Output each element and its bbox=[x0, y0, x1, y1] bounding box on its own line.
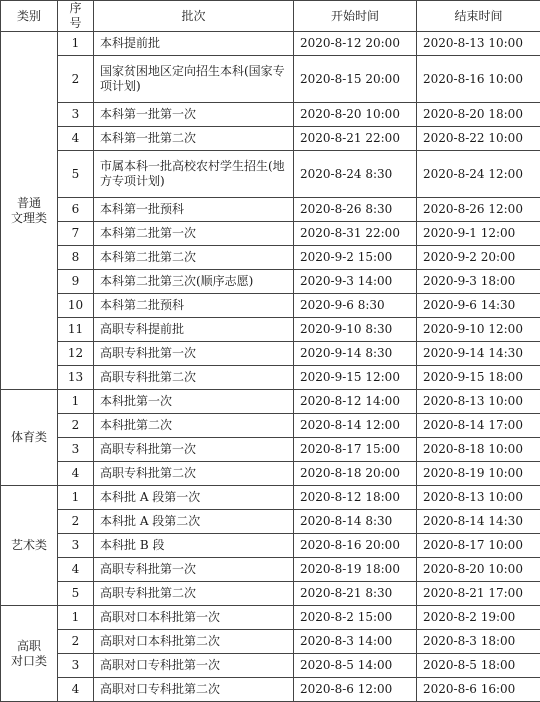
end-time-cell: 2020-8-2 19:00 bbox=[417, 606, 540, 630]
table-row bbox=[1, 558, 540, 582]
start-time-cell: 2020-8-6 12:00 bbox=[294, 678, 417, 702]
end-time-cell: 2020-8-3 18:00 bbox=[417, 630, 540, 654]
batch-cell: 高职专科批第二次 bbox=[94, 462, 294, 486]
end-time-cell: 2020-9-14 14:30 bbox=[417, 342, 540, 366]
seq-cell: 4 bbox=[58, 127, 94, 151]
category-cell bbox=[1, 390, 58, 486]
seq-cell: 1 bbox=[58, 486, 94, 510]
start-time-cell: 2020-9-6 8:30 bbox=[294, 294, 417, 318]
table-body bbox=[1, 32, 540, 702]
end-time-cell: 2020-9-15 18:00 bbox=[417, 366, 540, 390]
header-start-time: 开始时间 bbox=[294, 1, 417, 32]
table-row bbox=[1, 582, 540, 606]
table-row bbox=[1, 654, 540, 678]
end-time-cell: 2020-8-20 10:00 bbox=[417, 558, 540, 582]
table-row bbox=[1, 318, 540, 342]
end-time-cell: 2020-9-3 18:00 bbox=[417, 270, 540, 294]
seq-cell: 3 bbox=[58, 438, 94, 462]
batch-cell: 高职专科批第一次 bbox=[94, 558, 294, 582]
batch-cell: 市属本科一批高校农村学生招生(地方专项计划) bbox=[94, 151, 294, 198]
seq-cell: 4 bbox=[58, 462, 94, 486]
table-row bbox=[1, 294, 540, 318]
end-time-cell: 2020-8-26 12:00 bbox=[417, 198, 540, 222]
table-row bbox=[1, 103, 540, 127]
batch-cell: 本科第二批预科 bbox=[94, 294, 294, 318]
table-row bbox=[1, 438, 540, 462]
start-time-cell: 2020-8-31 22:00 bbox=[294, 222, 417, 246]
end-time-cell: 2020-8-5 18:00 bbox=[417, 654, 540, 678]
start-time-cell: 2020-9-10 8:30 bbox=[294, 318, 417, 342]
batch-cell: 高职对口专科批第二次 bbox=[94, 678, 294, 702]
end-time-cell: 2020-8-14 14:30 bbox=[417, 510, 540, 534]
batch-cell: 高职对口本科批第一次 bbox=[94, 606, 294, 630]
start-time-cell: 2020-8-12 18:00 bbox=[294, 486, 417, 510]
start-time-cell: 2020-8-24 8:30 bbox=[294, 151, 417, 198]
batch-cell: 本科第二批第三次(顺序志愿) bbox=[94, 270, 294, 294]
seq-cell: 10 bbox=[58, 294, 94, 318]
start-time-cell: 2020-8-21 8:30 bbox=[294, 582, 417, 606]
start-time-cell: 2020-9-2 15:00 bbox=[294, 246, 417, 270]
end-time-cell: 2020-8-24 12:00 bbox=[417, 151, 540, 198]
seq-cell: 7 bbox=[58, 222, 94, 246]
batch-cell: 本科批 A 段第二次 bbox=[94, 510, 294, 534]
seq-cell: 3 bbox=[58, 534, 94, 558]
start-time-cell: 2020-8-16 20:00 bbox=[294, 534, 417, 558]
table-row bbox=[1, 32, 540, 56]
table-row bbox=[1, 56, 540, 103]
end-time-cell: 2020-8-13 10:00 bbox=[417, 390, 540, 414]
end-time-cell: 2020-8-18 10:00 bbox=[417, 438, 540, 462]
table-row bbox=[1, 462, 540, 486]
start-time-cell: 2020-8-17 15:00 bbox=[294, 438, 417, 462]
batch-cell: 高职专科批第一次 bbox=[94, 438, 294, 462]
batch-cell: 高职对口本科批第二次 bbox=[94, 630, 294, 654]
end-time-cell: 2020-8-22 10:00 bbox=[417, 127, 540, 151]
seq-cell: 3 bbox=[58, 654, 94, 678]
end-time-cell: 2020-9-10 12:00 bbox=[417, 318, 540, 342]
start-time-cell: 2020-8-14 8:30 bbox=[294, 510, 417, 534]
category-cell bbox=[1, 606, 58, 702]
batch-cell: 本科第一批第一次 bbox=[94, 103, 294, 127]
end-time-cell: 2020-8-14 17:00 bbox=[417, 414, 540, 438]
end-time-cell: 2020-8-13 10:00 bbox=[417, 486, 540, 510]
batch-cell: 本科提前批 bbox=[94, 32, 294, 56]
end-time-cell: 2020-8-6 16:00 bbox=[417, 678, 540, 702]
batch-cell: 本科第一批预科 bbox=[94, 198, 294, 222]
table-row bbox=[1, 198, 540, 222]
category-label: 普通 文理类 bbox=[11, 196, 47, 226]
batch-cell: 高职专科批第一次 bbox=[94, 342, 294, 366]
end-time-cell: 2020-8-17 10:00 bbox=[417, 534, 540, 558]
start-time-cell: 2020-8-21 22:00 bbox=[294, 127, 417, 151]
seq-cell: 3 bbox=[58, 103, 94, 127]
table-row bbox=[1, 151, 540, 198]
seq-cell: 5 bbox=[58, 582, 94, 606]
start-time-cell: 2020-8-12 14:00 bbox=[294, 390, 417, 414]
batch-cell: 国家贫困地区定向招生本科(国家专项计划) bbox=[94, 56, 294, 103]
table-row bbox=[1, 246, 540, 270]
seq-cell: 1 bbox=[58, 390, 94, 414]
seq-cell: 2 bbox=[58, 414, 94, 438]
table-row bbox=[1, 366, 540, 390]
category-label: 艺术类 bbox=[11, 538, 47, 553]
start-time-cell: 2020-8-3 14:00 bbox=[294, 630, 417, 654]
table-row bbox=[1, 630, 540, 654]
batch-cell: 本科第一批第二次 bbox=[94, 127, 294, 151]
seq-cell: 5 bbox=[58, 151, 94, 198]
start-time-cell: 2020-9-15 12:00 bbox=[294, 366, 417, 390]
batch-cell: 高职对口专科批第一次 bbox=[94, 654, 294, 678]
start-time-cell: 2020-9-3 14:00 bbox=[294, 270, 417, 294]
table-row bbox=[1, 510, 540, 534]
seq-cell: 2 bbox=[58, 56, 94, 103]
start-time-cell: 2020-8-18 20:00 bbox=[294, 462, 417, 486]
end-time-cell: 2020-8-16 10:00 bbox=[417, 56, 540, 103]
header-batch: 批次 bbox=[94, 1, 294, 32]
end-time-cell: 2020-8-19 10:00 bbox=[417, 462, 540, 486]
end-time-cell: 2020-8-20 18:00 bbox=[417, 103, 540, 127]
start-time-cell: 2020-8-26 8:30 bbox=[294, 198, 417, 222]
header-category: 类别 bbox=[1, 1, 58, 32]
end-time-cell: 2020-9-1 12:00 bbox=[417, 222, 540, 246]
batch-cell: 本科批第二次 bbox=[94, 414, 294, 438]
table-row bbox=[1, 127, 540, 151]
table-row bbox=[1, 222, 540, 246]
batch-cell: 本科第二批第一次 bbox=[94, 222, 294, 246]
seq-cell: 4 bbox=[58, 558, 94, 582]
batch-cell: 本科批 B 段 bbox=[94, 534, 294, 558]
end-time-cell: 2020-8-21 17:00 bbox=[417, 582, 540, 606]
batch-cell: 高职专科提前批 bbox=[94, 318, 294, 342]
end-time-cell: 2020-9-6 14:30 bbox=[417, 294, 540, 318]
batch-cell: 高职专科批第二次 bbox=[94, 366, 294, 390]
header-row bbox=[1, 1, 540, 32]
batch-cell: 高职专科批第二次 bbox=[94, 582, 294, 606]
start-time-cell: 2020-8-12 20:00 bbox=[294, 32, 417, 56]
table-row bbox=[1, 678, 540, 702]
table-row bbox=[1, 606, 540, 630]
start-time-cell: 2020-8-15 20:00 bbox=[294, 56, 417, 103]
table-row bbox=[1, 270, 540, 294]
table-row bbox=[1, 342, 540, 366]
seq-cell: 12 bbox=[58, 342, 94, 366]
header-end-time: 结束时间 bbox=[417, 1, 540, 32]
start-time-cell: 2020-8-2 15:00 bbox=[294, 606, 417, 630]
category-label: 高职 对口类 bbox=[11, 639, 47, 669]
batch-cell: 本科批第一次 bbox=[94, 390, 294, 414]
batch-cell: 本科批 A 段第一次 bbox=[94, 486, 294, 510]
table-row bbox=[1, 486, 540, 510]
category-label: 体育类 bbox=[11, 430, 47, 445]
end-time-cell: 2020-8-13 10:00 bbox=[417, 32, 540, 56]
table-row bbox=[1, 390, 540, 414]
start-time-cell: 2020-8-5 14:00 bbox=[294, 654, 417, 678]
seq-cell: 6 bbox=[58, 198, 94, 222]
category-cell bbox=[1, 32, 58, 390]
seq-cell: 2 bbox=[58, 510, 94, 534]
category-cell bbox=[1, 486, 58, 606]
seq-cell: 8 bbox=[58, 246, 94, 270]
table-row bbox=[1, 534, 540, 558]
start-time-cell: 2020-9-14 8:30 bbox=[294, 342, 417, 366]
seq-cell: 9 bbox=[58, 270, 94, 294]
seq-cell: 1 bbox=[58, 32, 94, 56]
header-seq: 序号 bbox=[58, 1, 94, 32]
seq-cell: 2 bbox=[58, 630, 94, 654]
seq-cell: 13 bbox=[58, 366, 94, 390]
start-time-cell: 2020-8-14 12:00 bbox=[294, 414, 417, 438]
batch-cell: 本科第二批第二次 bbox=[94, 246, 294, 270]
end-time-cell: 2020-9-2 20:00 bbox=[417, 246, 540, 270]
seq-cell: 11 bbox=[58, 318, 94, 342]
seq-cell: 4 bbox=[58, 678, 94, 702]
table-row bbox=[1, 414, 540, 438]
start-time-cell: 2020-8-20 10:00 bbox=[294, 103, 417, 127]
start-time-cell: 2020-8-19 18:00 bbox=[294, 558, 417, 582]
seq-cell: 1 bbox=[58, 606, 94, 630]
